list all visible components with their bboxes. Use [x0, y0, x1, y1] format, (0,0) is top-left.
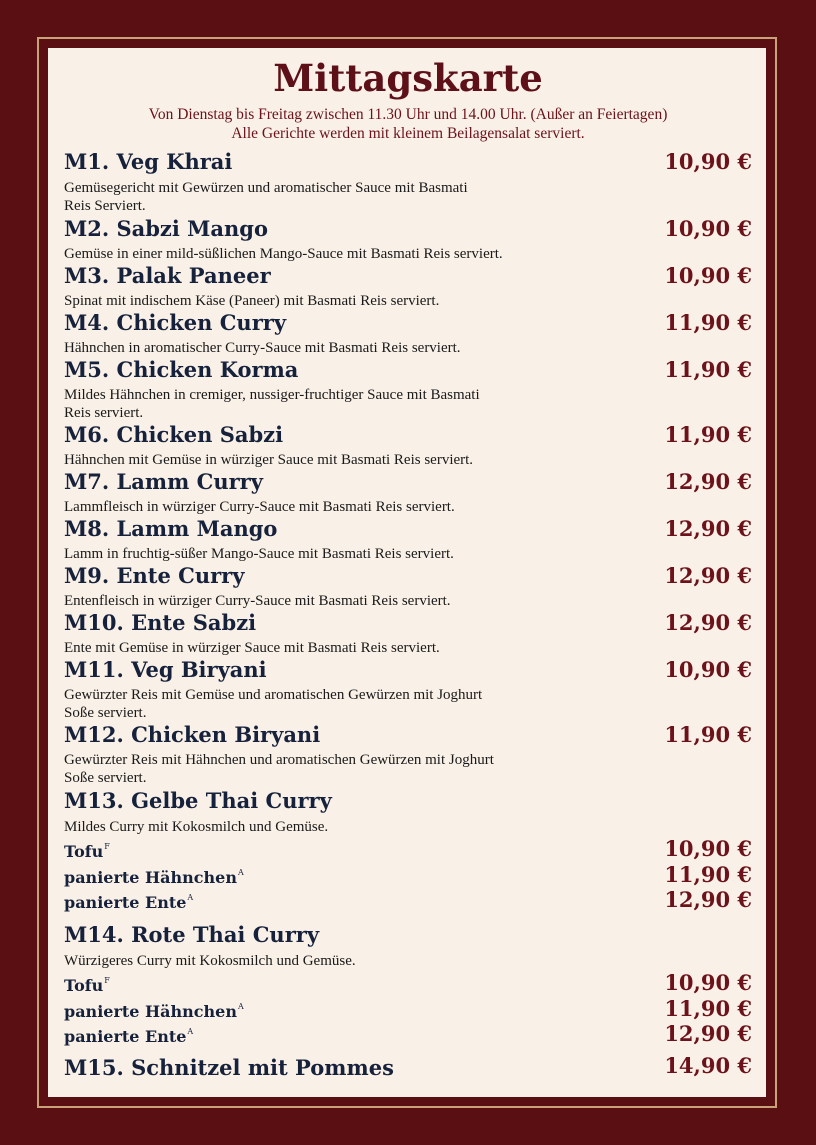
dish-description-m13: Mildes Curry mit Kokosmilch und Gemüse.: [64, 819, 329, 835]
dish-price-m5: 11,90 €: [664, 357, 752, 382]
dish-name-m5: M5. Chicken Korma: [64, 357, 299, 382]
dish-description-m1: [64, 179, 569, 215]
allergen-mark: A: [237, 1002, 244, 1011]
dish-price-m7: 12,90 €: [664, 469, 752, 494]
dish-price-m6: 11,90 €: [664, 422, 752, 447]
dish-description-m3: Spinat mit indischem Käse (Paneer) mit Basmati Reis serviert.: [64, 293, 440, 309]
dish-description-line: Soße serviert.: [64, 770, 147, 786]
dish-description-m9: Entenfleisch in würziger Curry-Sauce mit Basmati Reis serviert.: [64, 593, 451, 609]
dish-name-m6: M6. Chicken Sabzi: [64, 422, 284, 447]
dish-price-m1: 10,90 €: [664, 149, 752, 174]
dish-description-m11: [64, 686, 569, 722]
dish-name-m9: M9. Ente Curry: [64, 563, 245, 588]
dish-name-m13: M13. Gelbe Thai Curry: [64, 788, 332, 813]
variant-name: panierte Hähnchen$^A$: [64, 868, 244, 887]
opening-hours-note: Von Dienstag bis Freitag zwischen 11.30 Uhr und 14.00 Uhr. (Außer an Feiertagen): [148, 106, 668, 123]
allergen-mark: A: [187, 893, 194, 902]
dish-description-m5: [64, 386, 569, 422]
page-title: Mittagskarte: [273, 56, 543, 100]
dish-name-m1: M1. Veg Khrai: [64, 149, 233, 174]
dish-name-m10: M10. Ente Sabzi: [64, 610, 257, 635]
dish-description-m8: Lamm in fruchtig-süßer Mango-Sauce mit Basmati Reis serviert.: [64, 546, 454, 562]
dish-price-m12: 11,90 €: [664, 722, 752, 747]
variant-name: panierte Ente$^A$: [64, 893, 194, 912]
dish-price-m4: 11,90 €: [664, 310, 752, 335]
dish-description-m10: Ente mit Gemüse in würziger Sauce mit Basmati Reis serviert.: [64, 640, 440, 656]
dish-name-m3: M3. Palak Paneer: [64, 263, 271, 288]
dish-price-m8: 12,90 €: [664, 516, 752, 541]
dish-name-m7: M7. Lamm Curry: [64, 469, 263, 494]
dish-description-line: Reis Serviert.: [64, 198, 146, 214]
dish-price-m3: 10,90 €: [664, 263, 752, 288]
dish-price-m9: 12,90 €: [664, 563, 752, 588]
variant-name: panierte Hähnchen$^A$: [64, 1002, 244, 1021]
variant-name: Tofu$^F$: [64, 842, 110, 861]
dish-description-m6: Hähnchen mit Gemüse in würziger Sauce mit Basmati Reis serviert.: [64, 452, 474, 468]
dish-description-line: Gemüsegericht mit Gewürzen und aromatischer Sauce mit Basmati: [64, 180, 468, 196]
dish-description-m7: Lammfleisch in würziger Curry-Sauce mit Basmati Reis serviert.: [64, 499, 455, 515]
dish-name-m2: M2. Sabzi Mango: [64, 216, 268, 241]
dish-description-line: Mildes Hähnchen in cremiger, nussiger-fruchtiger Sauce mit Basmati: [64, 387, 480, 403]
allergen-mark: F: [104, 842, 110, 851]
variant-name: Tofu$^F$: [64, 976, 110, 995]
side-salad-note: Alle Gerichte werden mit kleinem Beilagensalat serviert.: [231, 125, 585, 142]
dish-name-m4: M4. Chicken Curry: [64, 310, 287, 335]
dish-name-m11: M11. Veg Biryani: [64, 657, 267, 682]
variant-name: panierte Ente$^A$: [64, 1027, 194, 1046]
dish-description-line: Gewürzter Reis mit Gemüse und aromatischen Gewürzen mit Joghurt: [64, 687, 483, 703]
dish-price-m10: 12,90 €: [664, 610, 752, 635]
variant-price: 10,90 €: [664, 836, 752, 861]
dish-name-m15: M15. Schnitzel mit Pommes: [64, 1055, 394, 1080]
dish-description-line: Reis serviert.: [64, 405, 144, 421]
variant-price: 11,90 €: [664, 996, 752, 1021]
dish-description-m4: Hähnchen in aromatischer Curry-Sauce mit Basmati Reis serviert.: [64, 340, 461, 356]
dish-description-line: Soße serviert.: [64, 705, 147, 721]
dish-price-m11: 10,90 €: [664, 657, 752, 682]
variant-price: 11,90 €: [664, 862, 752, 887]
dish-description-m14: Würzigeres Curry mit Kokosmilch und Gemüse.: [64, 953, 356, 969]
dish-price-m2: 10,90 €: [664, 216, 752, 241]
dish-price-m15: 14,90 €: [664, 1053, 752, 1078]
variant-price: 12,90 €: [664, 887, 752, 912]
dish-description-line: Gewürzter Reis mit Hähnchen und aromatischen Gewürzen mit Joghurt: [64, 752, 494, 768]
allergen-mark: A: [187, 1027, 194, 1036]
variant-price: 10,90 €: [664, 970, 752, 995]
dish-name-m14: M14. Rote Thai Curry: [64, 922, 320, 947]
variant-price: 12,90 €: [664, 1021, 752, 1046]
dish-description-m12: [64, 751, 569, 787]
allergen-mark: F: [104, 976, 110, 985]
dish-name-m12: M12. Chicken Biryani: [64, 722, 321, 747]
allergen-mark: A: [237, 868, 244, 877]
dish-name-m8: M8. Lamm Mango: [64, 516, 278, 541]
dish-description-m2: Gemüse in einer mild-süßlichen Mango-Sauce mit Basmati Reis serviert.: [64, 246, 503, 262]
